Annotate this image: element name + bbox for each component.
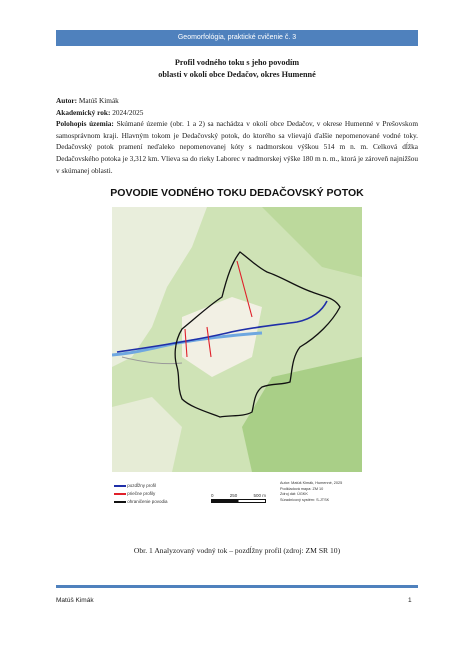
year-line xyxy=(56,107,418,119)
header-text: Geomorfológia, praktické cvičenie č. 3 xyxy=(177,34,297,41)
legend-swatch-cross xyxy=(114,493,126,495)
document-header-bar xyxy=(56,30,418,46)
scale-bar xyxy=(211,493,266,503)
topographic-map xyxy=(112,207,362,472)
credit-line-2: Podkladová mapa: ZM 10 xyxy=(280,486,324,491)
year-label: Akademický rok: xyxy=(56,107,111,117)
footer-rule xyxy=(56,585,418,588)
credit-line-1: Autor: Matúš Kimák, Humenné, 2025 xyxy=(280,481,343,485)
scale-bar-labels xyxy=(211,493,266,498)
title-line-1: Profil vodného toku s jeho povodím xyxy=(174,58,300,67)
legend-item-cross xyxy=(114,491,155,496)
legend-swatch-profile xyxy=(114,485,126,487)
author-value: Matúš Kimák xyxy=(78,96,119,105)
description-paragraph xyxy=(56,118,418,177)
legend-label-profile: pozdĺžny profil xyxy=(127,483,157,488)
credit-line-4: Súradnicový systém: S-JTSK xyxy=(280,497,330,502)
scale-label-0: 0 xyxy=(211,493,214,498)
legend-swatch-boundary xyxy=(114,501,126,503)
author-label: Autor: xyxy=(56,96,78,105)
figure-title: POVODIE VODNÉHO TOKU DEDAČOVSKÝ POTOK xyxy=(110,187,364,199)
author-line xyxy=(56,95,418,107)
footer-author: Matúš Kimák xyxy=(56,597,94,604)
scale-label-1: 250 xyxy=(229,493,238,498)
scale-label-2: 500 m xyxy=(253,493,266,498)
figure-caption: Obr. 1 Analyzovaný vodný tok – pozdĺžny profil (zdroj: ZM SR 10) xyxy=(133,546,341,555)
year-value: 2024/2025 xyxy=(112,107,144,117)
legend-label-boundary: ohraničenie povodia xyxy=(127,499,168,504)
credit-line-3: Zdroj dát: ÚGKK xyxy=(280,492,308,496)
map-legend xyxy=(114,481,364,521)
map-credits xyxy=(280,481,342,503)
legend-item-profile xyxy=(114,483,156,488)
figure-map xyxy=(106,183,368,533)
page-number: 1 xyxy=(408,597,412,604)
scale-bar-graphic xyxy=(211,499,266,503)
legend-item-boundary xyxy=(114,499,168,504)
legend-label-cross: priečne profily xyxy=(127,491,156,496)
document-meta xyxy=(56,95,418,118)
description-label: Polohopis územia: xyxy=(56,119,114,128)
description-text: Skúmané územie (obr. 1 a 2) sa nachádza v okolí obce Dedačov, v okrese Humenné v Prešovskom samosprávnom kraji. Hlavným tokom je Dedačovský potok, do ktorého sa vlievajú ďalšie nepomenované vodné toky. Dedačovský potok pramení neďaleko nepomenovanej kóty s nadmorskou výškou 514 m n. m. Celková dĺžka Dedačovského potoka je 3,312 km. Vlieva sa do rieky Laborec v nadmorskej výške 180 m n. m., ktorá je zároveň najnižšou v skúmanej oblasti. xyxy=(56,119,418,175)
title-line-2: oblasti v okolí obce Dedačov, okres Humenné xyxy=(158,70,316,79)
document-title xyxy=(56,57,418,81)
